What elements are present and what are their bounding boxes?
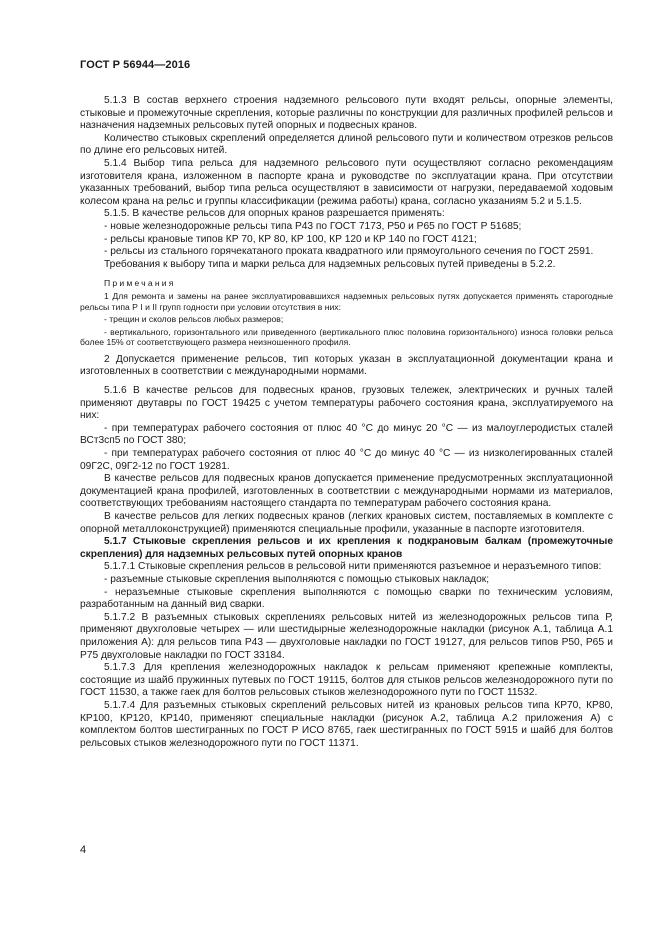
paragraph-light-crane-profiles: В качестве рельсов для легких подвесных кранов (легких крановых систем, поставляемых в комплекте с опорной металлоконструкцией) применяются специальные профили, указанные в паспорте изготовителя. — [80, 511, 613, 535]
list-item-temp-minus-20: - при температурах рабочего состояния от плюс 40 °С до минус 20 °С — из малоуглеродистых сталей ВСт3сп5 по ГОСТ 380; — [80, 422, 613, 447]
paragraph-5-1-4: 5.1.4 Выбор типа рельса для надземного рельсового пути осуществляют согласно рекомендациям изготовителя крана, изложенном в паспорте крана и руководстве по эксплуатации крана. При отсутствии указанных требований, выбор типа рельса осуществляют в зависимости от нагрузки, передаваемой ходовым колесом крана на рельс и группы классификации (режима работы) крана, согласно указаниям 5.2 и 5.1.5. — [80, 157, 613, 207]
paragraph-5-1-7-2: 5.1.7.2 В разъемных стыковых скреплениях рельсовых нитей из железнодорожных рельсов типа Р, применяют двухголовые четырех — или шестидырные железнодорожные накладки (рисунок А.1, таблица А.1 приложения А): для рельсов типа Р43 — двухголовые накладки по ГОСТ 19127, для рельсов типов Р50, Р65 и Р75 двухголовые накладки по ГОСТ 33184. — [80, 611, 613, 661]
list-item-rail-p43: - новые железнодорожные рельсы типа Р43 по ГОСТ 7173, Р50 и Р65 по ГОСТ Р 51685; — [104, 220, 522, 232]
page-number: 4 — [80, 844, 87, 856]
list-item-welded-joints: - неразъемные стыковые скрепления выполняются с помощью сварки по техническим условиям, разработанным на данный вид сварки. — [80, 586, 613, 611]
paragraph-5-1-5: 5.1.5. В качестве рельсов для опорных кранов разрешается применять: — [104, 208, 445, 220]
note-2: 2 Допускается применение рельсов, тип которых указан в эксплуатационной документации крана и изготовленных в соответствии с международными нормами. — [80, 353, 613, 378]
list-item-temp-minus-40: - при температурах рабочего состояния от плюс 40 °С до минус 40 °С — из низколегированных сталей 09Г2С, 09Г2-12 по ГОСТ 19281. — [80, 448, 613, 472]
paragraph-5-1-6: 5.1.6 В качестве рельсов для подвесных кранов, грузовых тележек, электрических и ручных талей применяют двутавры по ГОСТ 19425 с учетом температуры рабочего состояния крана, эксплуатируемого на них: — [80, 385, 613, 422]
note-1-item-wear: - вертикального, горизонтального или приведенного (вертикального плюс половина горизонтального) износа головки рельса более 15% от соответствующего размера неизношенного профиля. — [80, 326, 613, 348]
list-item-detachable-joints: - разъемные стыковые скрепления выполняются с помощью стыковых накладок; — [104, 573, 490, 585]
paragraph-hanging-crane-profiles: В качестве рельсов для подвесных кранов допускается применение предусмотренных эксплуатационной документацией крана профилей, изготовленных в соответствии с международными нормами из материалов, соответствующих требованиям настоящего стандарта по температурам рабочего состояния крана. — [80, 473, 613, 510]
paragraph-5-1-7-1: 5.1.7.1 Стыковые скрепления рельсов в рельсовой нити применяются разъемное и неразъемного типов: — [104, 561, 602, 573]
paragraph-5-1-7-4: 5.1.7.4 Для разъемных стыковых скреплений рельсовых нитей из крановых рельсов типа КР70, КР80, КР100, КР120, КР140, применяют специальные накладки (рисунок А.2, таблица А.2 приложения А) с комплектом болтов шестигранных по ГОСТ Р ИСО 8765, гаек шестигранных по ГОСТ 5915 и шайб для болтов рельсовых стыков железнодорожного пути по ГОСТ 11371. — [80, 699, 613, 749]
notes-title: Примечания — [104, 278, 176, 289]
paragraph-5-1-3: 5.1.3 В состав верхнего строения надземного рельсового пути входят рельсы, опорные элементы, стыковые и промежуточные скрепления, которые различны по конструкции для различных профилей рельсов и назначения надземных рельсовых путей опорных и подвесных кранов. — [80, 95, 613, 132]
notes-block — [80, 278, 613, 348]
paragraph-joint-count: Количество стыковых скреплений определяется длиной рельсового пути и количеством отрезков рельсов по длине его рельсовых нитей. — [80, 132, 613, 157]
paragraph-5-1-7-3: 5.1.7.3 Для крепления железнодорожных накладок к рельсам применяют крепежные комплекты, состоящие из шайб пружинных путевых по ГОСТ 19115, болтов для стыков рельсов железнодорожного пути по ГОСТ 11530, а также гаек для болтов рельсовых стыков железнодорожного пути по ГОСТ 11532. — [80, 662, 613, 699]
document-body — [80, 95, 613, 750]
list-item-rail-steel: - рельсы из стального горячекатаного проката квадратного или прямоугольного сечения по ГОСТ 2591. — [104, 246, 594, 258]
standard-header: ГОСТ Р 56944—2016 — [80, 59, 191, 71]
section-heading-5-1-7: 5.1.7 Стыковые скрепления рельсов и их крепления к подкрановым балкам (промежуточные скрепления) для надземных рельсовых путей опорных кранов — [80, 536, 613, 560]
list-item-rail-kr: - рельсы крановые типов КР 70, КР 80, КР 100, КР 120 и КР 140 по ГОСТ 4121; — [104, 233, 477, 245]
paragraph-rail-requirements: Требования к выбору типа и марки рельса для надземных рельсовых путей приведены в 5.2.2. — [104, 258, 556, 270]
note-1-item-cracks: - трещин и сколов рельсов любых размеров; — [104, 314, 284, 325]
note-1: 1 Для ремонта и замены на ранее эксплуатировавшихся надземных рельсовых путях допускается применять старогодные рельсы типа Р I и II групп годности при условии отсутствия в них: — [80, 290, 613, 312]
